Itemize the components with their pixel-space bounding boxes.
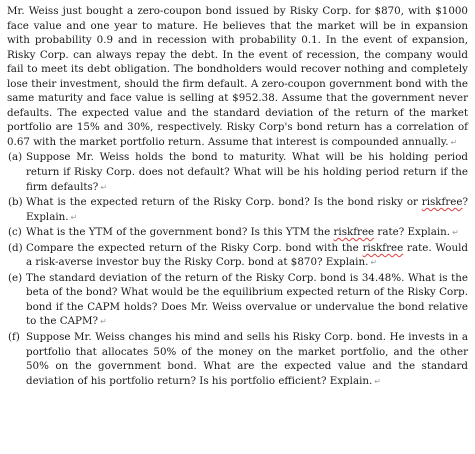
spellcheck-word[interactable]: riskfree: [421, 196, 463, 209]
question-label: (e): [8, 271, 23, 284]
paragraph-mark-icon: ↵: [452, 228, 459, 238]
question-label: (b): [8, 196, 23, 209]
question-text: What is the expected return of the Risky Corp. bond? Is the bond risky or: [26, 196, 422, 209]
question-text: rate? Explain.: [374, 226, 451, 239]
question-text: ? Explain.: [26, 196, 468, 223]
question-label: (c): [8, 226, 22, 239]
question-text: What is the YTM of the government bond? Is this YTM the: [26, 226, 334, 239]
spellcheck-word[interactable]: riskfree: [362, 241, 404, 254]
paragraph-mark-icon: ↵: [100, 182, 108, 192]
paragraph-mark-icon: ↵: [100, 317, 107, 327]
paragraph-mark-icon: ↵: [374, 376, 381, 386]
question-text: The standard deviation of the return of the Risky Corp. bond is 34.48%. What is the beta of the bond? What would be the equilibrium expected return of the Risky Corp. bond if the CAPM holds? Does Mr. Weiss overvalue or undervalue the bond relative to the CAPM?: [26, 271, 468, 328]
question-b: [7, 195, 468, 225]
paragraph-mark-icon: ↵: [450, 137, 458, 147]
paragraph-mark-icon: ↵: [370, 258, 378, 268]
paragraph-mark-icon: ↵: [70, 212, 78, 222]
question-label: (d): [8, 241, 23, 254]
problem-intro: [7, 4, 468, 150]
question-list: [7, 150, 468, 389]
question-a: [7, 150, 468, 195]
document-body: [7, 4, 468, 389]
question-f: [7, 330, 468, 389]
question-text: Compare the expected return of the Risky Corp. bond with the: [26, 241, 363, 254]
question-label: (a): [8, 151, 23, 164]
question-label: (f): [8, 331, 20, 344]
question-text: Suppose Mr. Weiss holds the bond to maturity. What will be his holding period return if Risky Corp. does not default? What will be his holding period return if the firm defaults?: [26, 151, 468, 193]
problem-intro-text: Mr. Weiss just bought a zero-coupon bond issued by Risky Corp. for $870, with $1000 face value and one year to mature. He believes that the market will be in expansion with probability 0.9 and in recession with probability 0.1. In the event of expansion, Risky Corp. can always repay the debt. In the event of recession, the company would fail to meet its debt obligation. The bondholders would recover nothing and completely lose their investment, should the firm default. A zero-coupon government bond with the same maturity and face value is selling at $952.38. Assume that the government never defaults. The expected value and the standard deviation of the return of the market portfolio are 15% and 30%, respectively. Risky Corp's bond return has a correlation of 0.67 with the market portfolio return. Assume that interest is compounded annually.: [7, 5, 468, 148]
question-c: [7, 225, 468, 241]
question-text: rate. Would a risk-averse investor buy the Risky Corp. bond at $870? Explain.: [26, 241, 468, 269]
spellcheck-word[interactable]: riskfree: [333, 226, 375, 239]
question-text: Suppose Mr. Weiss changes his mind and sells his Risky Corp. bond. He invests in a portfolio that allocates 50% of the money on the market portfolio, and the other 50% on the government bond. What are the expected value and the standard deviation of his portfolio return? Is his portfolio efficient? Explain.: [26, 331, 468, 387]
question-d: [7, 241, 468, 271]
question-e: [7, 271, 468, 330]
